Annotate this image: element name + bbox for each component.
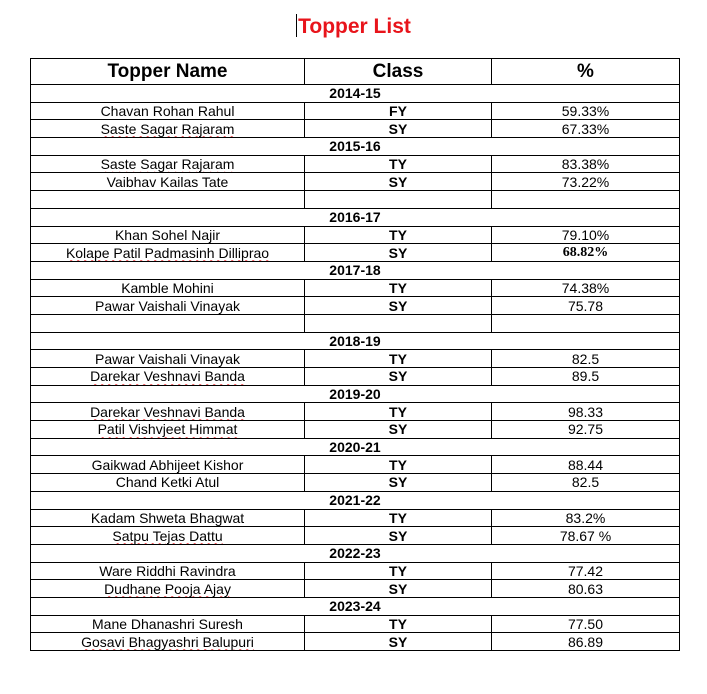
class-cell: SY [305,580,492,598]
table-row [31,615,680,633]
percent-cell: 59.33% [492,102,680,120]
blank-cell [305,191,492,209]
blank-row [31,191,680,209]
percent-cell: 74.38% [492,279,680,297]
topper-name-text: Patil Vishvjeet Himmat [97,421,238,438]
percent-cell: 98.33 [492,403,680,421]
class-cell: FY [305,102,492,120]
percent-cell: 80.63 [492,580,680,598]
class-cell: SY [305,527,492,545]
year-label: 2023-24 [31,597,680,615]
class-cell: SY [305,173,492,191]
topper-name-cell: Pawar Vaishali Vinayak [31,350,305,368]
table-row [31,368,680,386]
table-row [31,155,680,173]
percent-cell: 77.50 [492,615,680,633]
topper-name-cell: Khan Sohel Najir [31,226,305,244]
percent-cell: 92.75 [492,421,680,439]
percent-cell: 67.33% [492,120,680,138]
topper-name-cell [31,155,305,173]
blank-cell [31,314,305,332]
class-cell: TY [305,226,492,244]
year-row [31,597,680,615]
year-label: 2016-17 [31,208,680,226]
topper-name-text: Kolape Patil Padmasinh Dilliprao [65,244,270,261]
topper-name-cell: Chavan Rohan Rahul [31,102,305,120]
topper-name-cell [31,633,305,651]
topper-name-cell: Mane Dhanashri Suresh [31,615,305,633]
topper-name-cell [31,403,305,421]
year-row [31,544,680,562]
topper-name-text: Saste Sagar Rajaram [100,156,235,173]
topper-name-cell: Kamble Mohini [31,279,305,297]
class-cell: SY [305,421,492,439]
topper-name-text: Gosavi Bhagyashri Balupuri [81,633,254,650]
header-class: Class [305,59,492,85]
table-body [31,85,680,651]
blank-cell [492,191,680,209]
topper-name-cell [31,244,305,262]
table-row [31,509,680,527]
table-row [31,102,680,120]
percent-cell: 78.67 % [492,527,680,545]
header-topper-name: Topper Name [31,59,305,85]
topper-name-cell [31,580,305,598]
topper-name-text: Saste Sagar Rajaram [100,120,235,137]
year-label: 2015-16 [31,138,680,156]
table-row [31,279,680,297]
year-row [31,385,680,403]
percent-cell: 86.89 [492,633,680,651]
table-row [31,244,680,262]
topper-name-cell: Pawar Vaishali Vinayak [31,297,305,315]
table-row [31,403,680,421]
table-row [31,456,680,474]
table-row [31,527,680,545]
percent-cell: 83.2% [492,509,680,527]
table-row [31,350,680,368]
percent-cell: 89.5 [492,368,680,386]
year-label: 2020-21 [31,438,680,456]
header-percent: % [492,59,680,85]
blank-cell [31,191,305,209]
year-label: 2021-22 [31,491,680,509]
topper-name-cell [31,368,305,386]
table-row [31,297,680,315]
class-cell: SY [305,633,492,651]
table-row [31,562,680,580]
topper-name-cell: Gaikwad Abhijeet Kishor [31,456,305,474]
year-row [31,138,680,156]
blank-cell [492,314,680,332]
percent-cell: 73.22% [492,173,680,191]
class-cell: SY [305,368,492,386]
page-title-text: Topper List [298,15,411,38]
year-row [31,85,680,103]
topper-name-cell: Ware Riddhi Ravindra [31,562,305,580]
topper-name-cell [31,120,305,138]
class-cell: TY [305,350,492,368]
topper-name-text: Darekar Veshnavi Banda [90,403,245,420]
year-label: 2017-18 [31,261,680,279]
class-cell: SY [305,120,492,138]
topper-table [30,58,680,651]
table-row [31,120,680,138]
percent-cell: 82.5 [492,474,680,492]
class-cell: TY [305,155,492,173]
blank-row [31,314,680,332]
table-row [31,633,680,651]
year-row [31,438,680,456]
table-row [31,474,680,492]
blank-cell [305,314,492,332]
topper-name-text: Darekar Veshnavi Banda [90,368,245,385]
percent-cell: 82.5 [492,350,680,368]
table-row [31,173,680,191]
table-row [31,580,680,598]
topper-name-cell: Kadam Shweta Bhagwat [31,509,305,527]
table-header-row [31,59,680,85]
percent-cell: 79.10% [492,226,680,244]
year-label: 2019-20 [31,385,680,403]
topper-name-cell: Vaibhav Kailas Tate [31,173,305,191]
year-label: 2014-15 [31,85,680,103]
year-row [31,491,680,509]
text-cursor [296,14,297,37]
table-row [31,421,680,439]
table-row [31,226,680,244]
class-cell: TY [305,615,492,633]
page-title [0,13,707,41]
year-row [31,332,680,350]
year-row [31,261,680,279]
percent-cell: 77.42 [492,562,680,580]
year-label: 2018-19 [31,332,680,350]
class-cell: SY [305,474,492,492]
topper-name-text: Satpu Tejas Dattu [112,527,223,544]
topper-name-cell: Chand Ketki Atul [31,474,305,492]
topper-name-cell [31,527,305,545]
class-cell: TY [305,279,492,297]
class-cell: SY [305,244,492,262]
topper-name-text: Dudhane Pooja Ajay [104,580,231,597]
percent-cell: 68.82% [492,244,680,262]
percent-cell: 75.78 [492,297,680,315]
class-cell: TY [305,456,492,474]
class-cell: TY [305,403,492,421]
topper-name-cell [31,421,305,439]
year-label: 2022-23 [31,544,680,562]
percent-cell: 83.38% [492,155,680,173]
class-cell: SY [305,297,492,315]
year-row [31,208,680,226]
class-cell: TY [305,509,492,527]
class-cell: TY [305,562,492,580]
percent-cell: 88.44 [492,456,680,474]
